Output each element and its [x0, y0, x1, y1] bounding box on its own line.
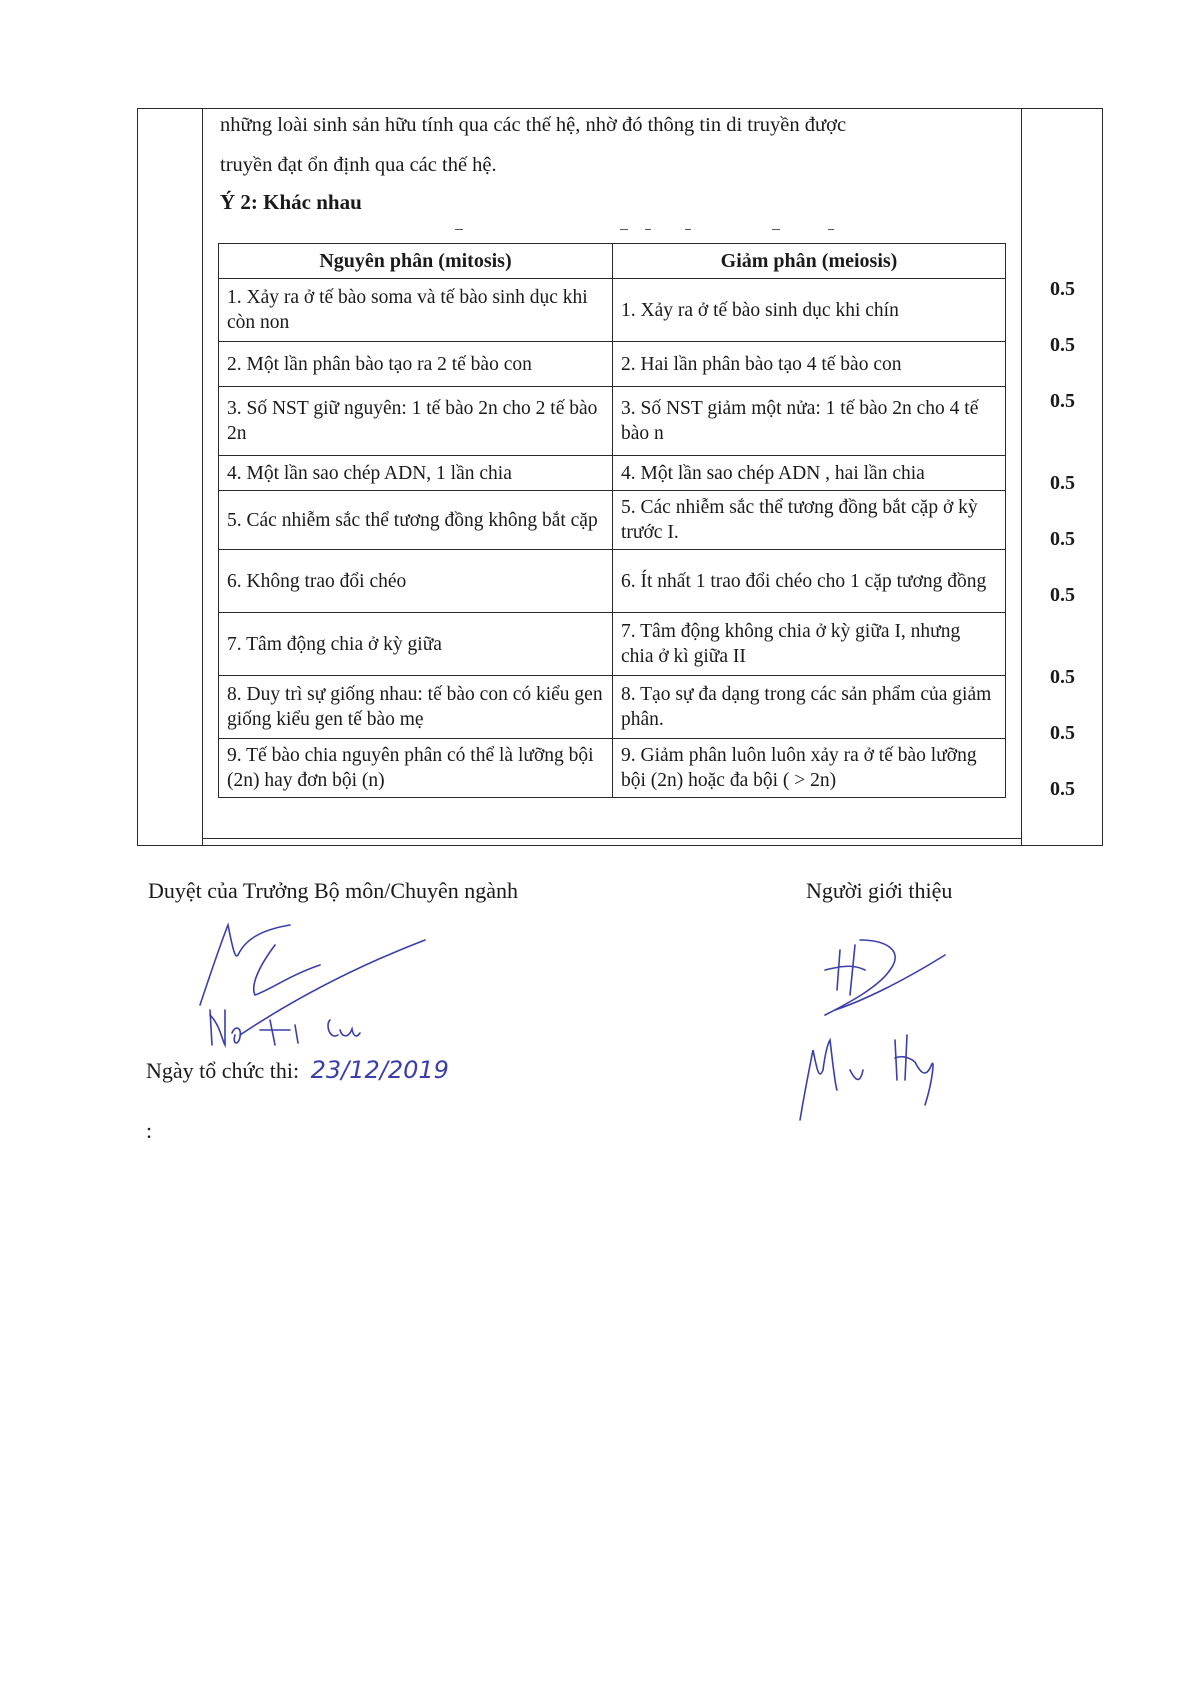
mitosis-cell: 6. Không trao đổi chéo	[219, 550, 613, 613]
score-mark: 0.5	[1050, 778, 1075, 800]
frame-divider-right	[1021, 108, 1022, 846]
score-mark: 0.5	[1050, 278, 1075, 300]
meiosis-cell: 7. Tâm động không chia ở kỳ giữa I, nhưng chia ở kì giữa II	[613, 613, 1006, 676]
score-mark: 0.5	[1050, 584, 1075, 606]
score-mark: 0.5	[1050, 528, 1075, 550]
scan-mark	[620, 229, 628, 230]
comparison-table	[218, 243, 1006, 798]
scan-mark	[772, 229, 780, 230]
meiosis-cell: 2. Hai lần phân bào tạo 4 tế bào con	[613, 342, 1006, 387]
mitosis-cell: 4. Một lần sao chép ADN, 1 lần chia	[219, 456, 613, 491]
mitosis-cell: 3. Số NST giữ nguyên: 1 tế bào 2n cho 2 tế bào 2n	[219, 387, 613, 456]
mitosis-cell: 5. Các nhiễm sắc thể tương đồng không bắt cặp	[219, 491, 613, 550]
introducer-label: Người giới thiệu	[806, 878, 953, 903]
meiosis-cell: 9. Giảm phân luôn luôn xảy ra ở tế bào lưỡng bội (2n) hoặc đa bội ( > 2n)	[613, 739, 1006, 798]
trailing-colon: :	[146, 1118, 153, 1143]
section-heading: Ý 2: Khác nhau	[220, 190, 362, 214]
table-row	[219, 342, 1006, 387]
approver-signature	[180, 915, 440, 1055]
meiosis-cell: 6. Ít nhất 1 trao đổi chéo cho 1 cặp tương đồng	[613, 550, 1006, 613]
introducer-signature	[795, 930, 965, 1130]
table-row	[219, 456, 1006, 491]
score-mark: 0.5	[1050, 472, 1075, 494]
mitosis-cell: 9. Tế bào chia nguyên phân có thể là lưỡng bội (2n) hay đơn bội (n)	[219, 739, 613, 798]
scan-mark	[685, 229, 691, 230]
score-mark: 0.5	[1050, 390, 1075, 412]
mitosis-cell: 2. Một lần phân bào tạo ra 2 tế bào con	[219, 342, 613, 387]
meiosis-cell: 8. Tạo sự đa dạng trong các sản phẩm của giảm phân.	[613, 676, 1006, 739]
intro-line-2: truyền đạt ổn định qua các thế hệ.	[220, 154, 497, 176]
table-row	[219, 387, 1006, 456]
frame-divider-left	[202, 108, 203, 846]
table-row	[219, 739, 1006, 798]
intro-line-1: những loài sinh sản hữu tính qua các thế hệ, nhờ đó thông tin di truyền được	[220, 114, 847, 136]
table-row	[219, 550, 1006, 613]
frame-inner-bottom-line	[202, 838, 1021, 839]
exam-date-value: 23/12/2019	[310, 1056, 449, 1084]
header-mitosis: Nguyên phân (mitosis)	[219, 244, 613, 279]
meiosis-cell: 1. Xảy ra ở tế bào sinh dục khi chín	[613, 279, 1006, 342]
table-row	[219, 491, 1006, 550]
mitosis-cell: 7. Tâm động chia ở kỳ giữa	[219, 613, 613, 676]
score-mark: 0.5	[1050, 666, 1075, 688]
table-row	[219, 676, 1006, 739]
exam-date-line	[146, 1056, 449, 1084]
mitosis-cell: 8. Duy trì sự giống nhau: tế bào con có kiểu gen giống kiểu gen tế bào mẹ	[219, 676, 613, 739]
header-meiosis: Giảm phân (meiosis)	[613, 244, 1006, 279]
meiosis-cell: 3. Số NST giảm một nửa: 1 tế bào 2n cho 4 tế bào n	[613, 387, 1006, 456]
scan-mark	[455, 229, 463, 230]
score-mark: 0.5	[1050, 722, 1075, 744]
meiosis-cell: 4. Một lần sao chép ADN , hai lần chia	[613, 456, 1006, 491]
table-header-row	[219, 244, 1006, 279]
scan-mark	[645, 229, 651, 230]
meiosis-cell: 5. Các nhiễm sắc thể tương đồng bắt cặp ở kỳ trước I.	[613, 491, 1006, 550]
exam-date-label: Ngày tổ chức thi:	[146, 1058, 300, 1083]
intro-paragraph	[220, 105, 1000, 185]
mitosis-cell: 1. Xảy ra ở tế bào soma và tế bào sinh dục khi còn non	[219, 279, 613, 342]
approval-label: Duyệt của Trưởng Bộ môn/Chuyên ngành	[148, 878, 519, 903]
table-row	[219, 613, 1006, 676]
table-row	[219, 279, 1006, 342]
scan-mark	[828, 229, 834, 230]
score-mark: 0.5	[1050, 334, 1075, 356]
